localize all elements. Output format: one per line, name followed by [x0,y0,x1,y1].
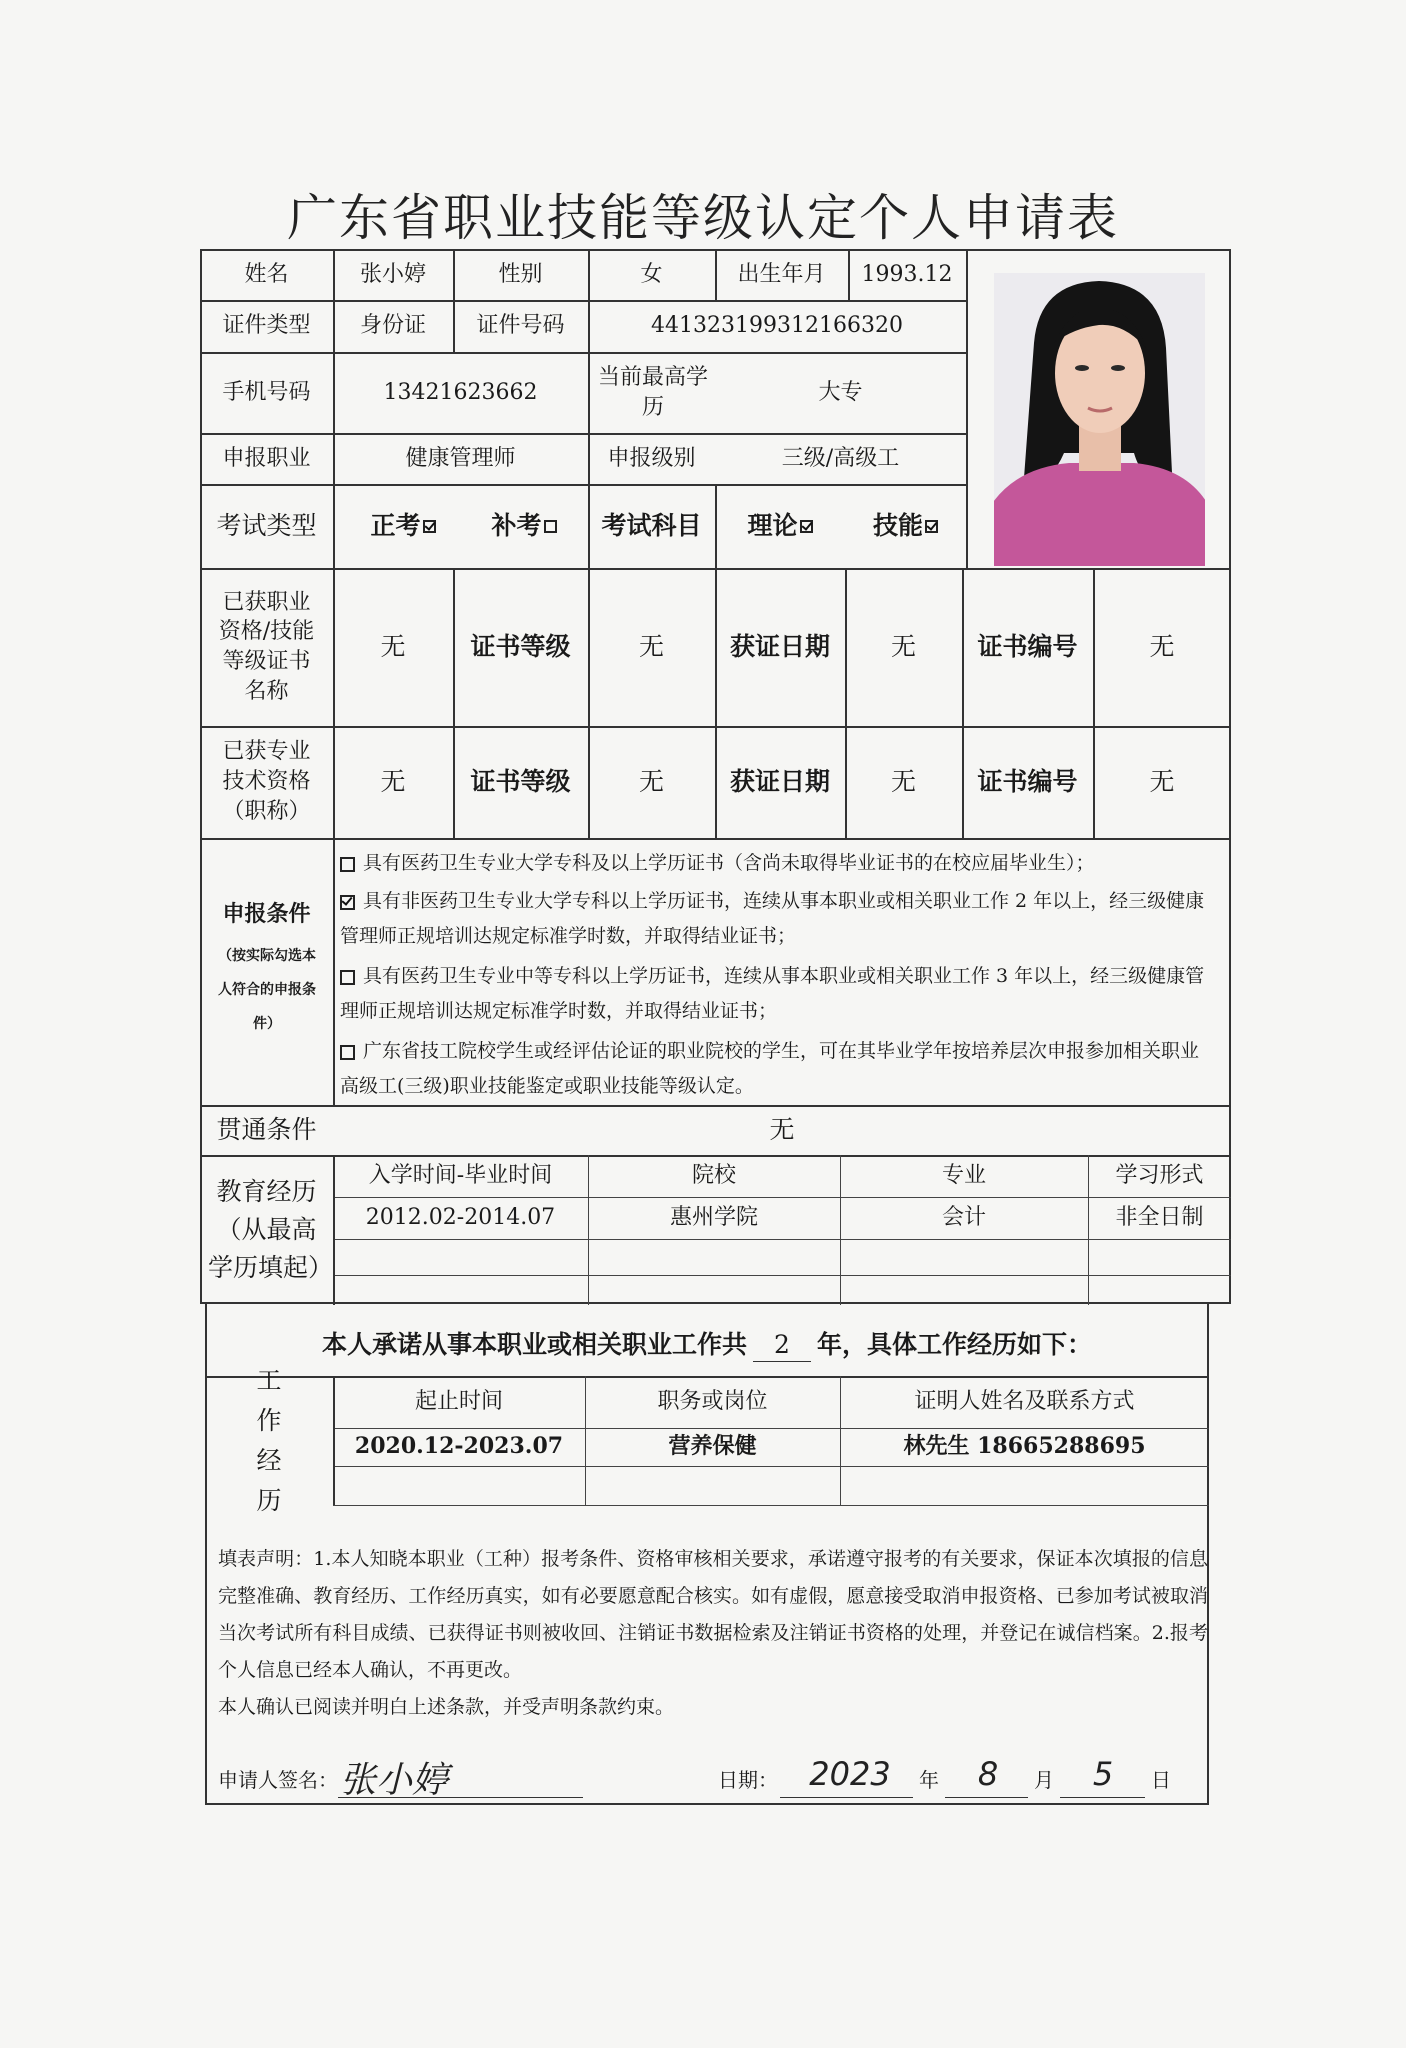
education-header-mode: 学习形式 [1115,1163,1204,1189]
date-year: 2023 [809,1755,891,1793]
condition-item-1[interactable]: 具有医药卫生专业大学专科及以上学历证书（含尚未取得毕业证书的在校应届毕业生）； [340,846,1206,881]
education-row-mode: 非全日制 [1115,1205,1204,1231]
work-header-referee: 证明人姓名及联系方式 [914,1389,1135,1415]
pathway-label: 贯通条件 [216,1115,317,1145]
vocational-cert-no: 无 [1149,632,1175,662]
signature-label: 申请人签名： [218,1767,338,1792]
work-header-position: 职务或岗位 [657,1389,768,1415]
date-day: 5 [1092,1755,1114,1793]
vocational-cert-date-label: 获证日期 [729,632,830,662]
phone-value: 13421623662 [383,379,538,405]
education-history-label: 教育经历（从最高学历填起） [208,1177,334,1282]
education-row-period: 2012.02-2014.07 [365,1205,556,1231]
phone-label: 手机号码 [222,379,311,405]
date-month-unit: 月 [1034,1767,1054,1792]
declaration-text: 填表声明：1.本人知晓本职业（工种）报考条件、资格审核相关要求，承诺遵守报考的有关要求，保证本次填报的信息完整准确、教育经历、工作经历真实，如有必要愿意配合核实。如有虚假，愿意接受取消申报资格、已参加考试被取消当次考试所有科目成绩、已获得证书则被收回、注销证书数据检索及注销证书资格的处理，并登记在诚信档案。2.报考个人信息已经本人确认，不再更改。 [218,1548,1208,1681]
condition-item-3[interactable]: 具有医药卫生专业中等专科以上学历证书，连续从事本职业或相关职业工作 3 年以上，经三级健康管理师正规培训达规定标准学时数，并取得结业证书； [340,965,1205,1022]
education-header-period: 入学时间-毕业时间 [368,1163,553,1189]
vocational-cert-date: 无 [890,632,916,662]
form-title: 广东省职业技能等级认定个人申请表 [287,189,1119,247]
professional-title-level-label: 证书等级 [470,767,571,797]
dob-value: 1993.12 [861,261,953,287]
exam-subject-theory-checkbox[interactable] [800,520,813,533]
exam-type-makeup-checkbox[interactable] [544,520,557,533]
exam-subject-theory[interactable]: 理论 [715,484,845,568]
commitment-years: 2 [753,1328,811,1363]
professional-title-name: 无 [380,767,406,797]
professional-title-no-label: 证书编号 [977,767,1078,797]
id-no-value: 441323199312166320 [651,313,903,339]
exam-subject-label: 考试科目 [601,511,702,541]
declaration-confirm: 本人确认已阅读并明白上述条款，并受声明条款约束。 [218,1696,675,1718]
professional-title-no: 无 [1149,767,1175,797]
professional-title-date: 无 [890,767,916,797]
condition-2-checkbox[interactable] [340,895,355,910]
id-type-label: 证件类型 [222,313,311,339]
name-label: 姓名 [244,261,289,287]
date-year-unit: 年 [919,1767,939,1792]
exam-type-regular-checkbox[interactable] [423,520,436,533]
date-day-unit: 日 [1151,1767,1171,1792]
vocational-cert-name: 无 [380,632,406,662]
vocational-cert-level-label: 证书等级 [470,632,571,662]
date-label: 日期： [718,1767,778,1792]
work-row-position: 营养保健 [668,1433,757,1460]
id-type-value: 身份证 [359,313,426,339]
conditions-sublabel: （按实际勾选本人符合的申报条件） [218,948,316,1032]
education-row-major: 会计 [941,1205,986,1231]
exam-type-label: 考试类型 [216,511,317,541]
exam-type-makeup[interactable]: 补考 [460,484,588,568]
education-header-school: 院校 [691,1163,736,1189]
work-row-referee: 林先生 18665288695 [903,1433,1146,1460]
work-header-period: 起止时间 [414,1389,503,1415]
condition-4-checkbox[interactable] [340,1045,355,1060]
level-value: 三级/高级工 [781,445,900,471]
condition-item-4[interactable]: 广东省技工院校学生或经评估论证的职业院校的学生，可在其毕业学年按培养层次申报参加相关职业高级工(三级)职业技能鉴定或职业技能等级认定。 [340,1040,1200,1097]
exam-type-regular[interactable]: 正考 [333,484,473,568]
vocational-cert-label: 已获职业资格/技能等级证书名称 [218,589,315,704]
occupation-label: 申报职业 [222,445,311,471]
education-header-major: 专业 [941,1163,986,1189]
condition-item-2[interactable]: 具有非医药卫生专业大学专科以上学历证书，连续从事本职业或相关职业工作 2 年以上，经三级健康管理师正规培训达规定标准学时数，并取得结业证书； [340,890,1205,947]
gender-value: 女 [640,261,663,287]
level-label: 申报级别 [607,445,696,471]
vocational-cert-no-label: 证书编号 [977,632,1078,662]
professional-title-label: 已获专业技术资格（职称） [222,739,311,824]
education-label: 当前最高学历 [598,364,709,420]
date-month: 8 [977,1755,999,1793]
education-value: 大专 [818,379,863,405]
gender-label: 性别 [498,261,543,287]
pathway-value: 无 [769,1115,795,1145]
professional-title-level: 无 [638,767,664,797]
applicant-signature: 张小婷 [340,1760,449,1801]
condition-3-checkbox[interactable] [340,970,355,985]
education-row-school: 惠州学院 [669,1205,758,1231]
applicant-photo [994,273,1205,566]
occupation-value: 健康管理师 [405,445,516,471]
vocational-cert-level: 无 [638,632,664,662]
id-no-label: 证件号码 [476,313,565,339]
name-value: 张小婷 [359,261,426,287]
exam-subject-skill[interactable]: 技能 [845,484,966,568]
dob-label: 出生年月 [737,261,826,287]
applicant-photo-image [994,273,1205,566]
work-history-label: 工作经历 [256,1365,282,1515]
exam-subject-skill-checkbox[interactable] [925,520,938,533]
condition-1-checkbox[interactable] [340,857,355,872]
work-row-period: 2020.12-2023.07 [354,1433,564,1460]
commitment-statement: 本人承诺从事本职业或相关职业工作共 2 年，具体工作经历如下： [205,1318,1209,1372]
professional-title-date-label: 获证日期 [729,767,830,797]
conditions-label: 申报条件 [222,901,311,928]
